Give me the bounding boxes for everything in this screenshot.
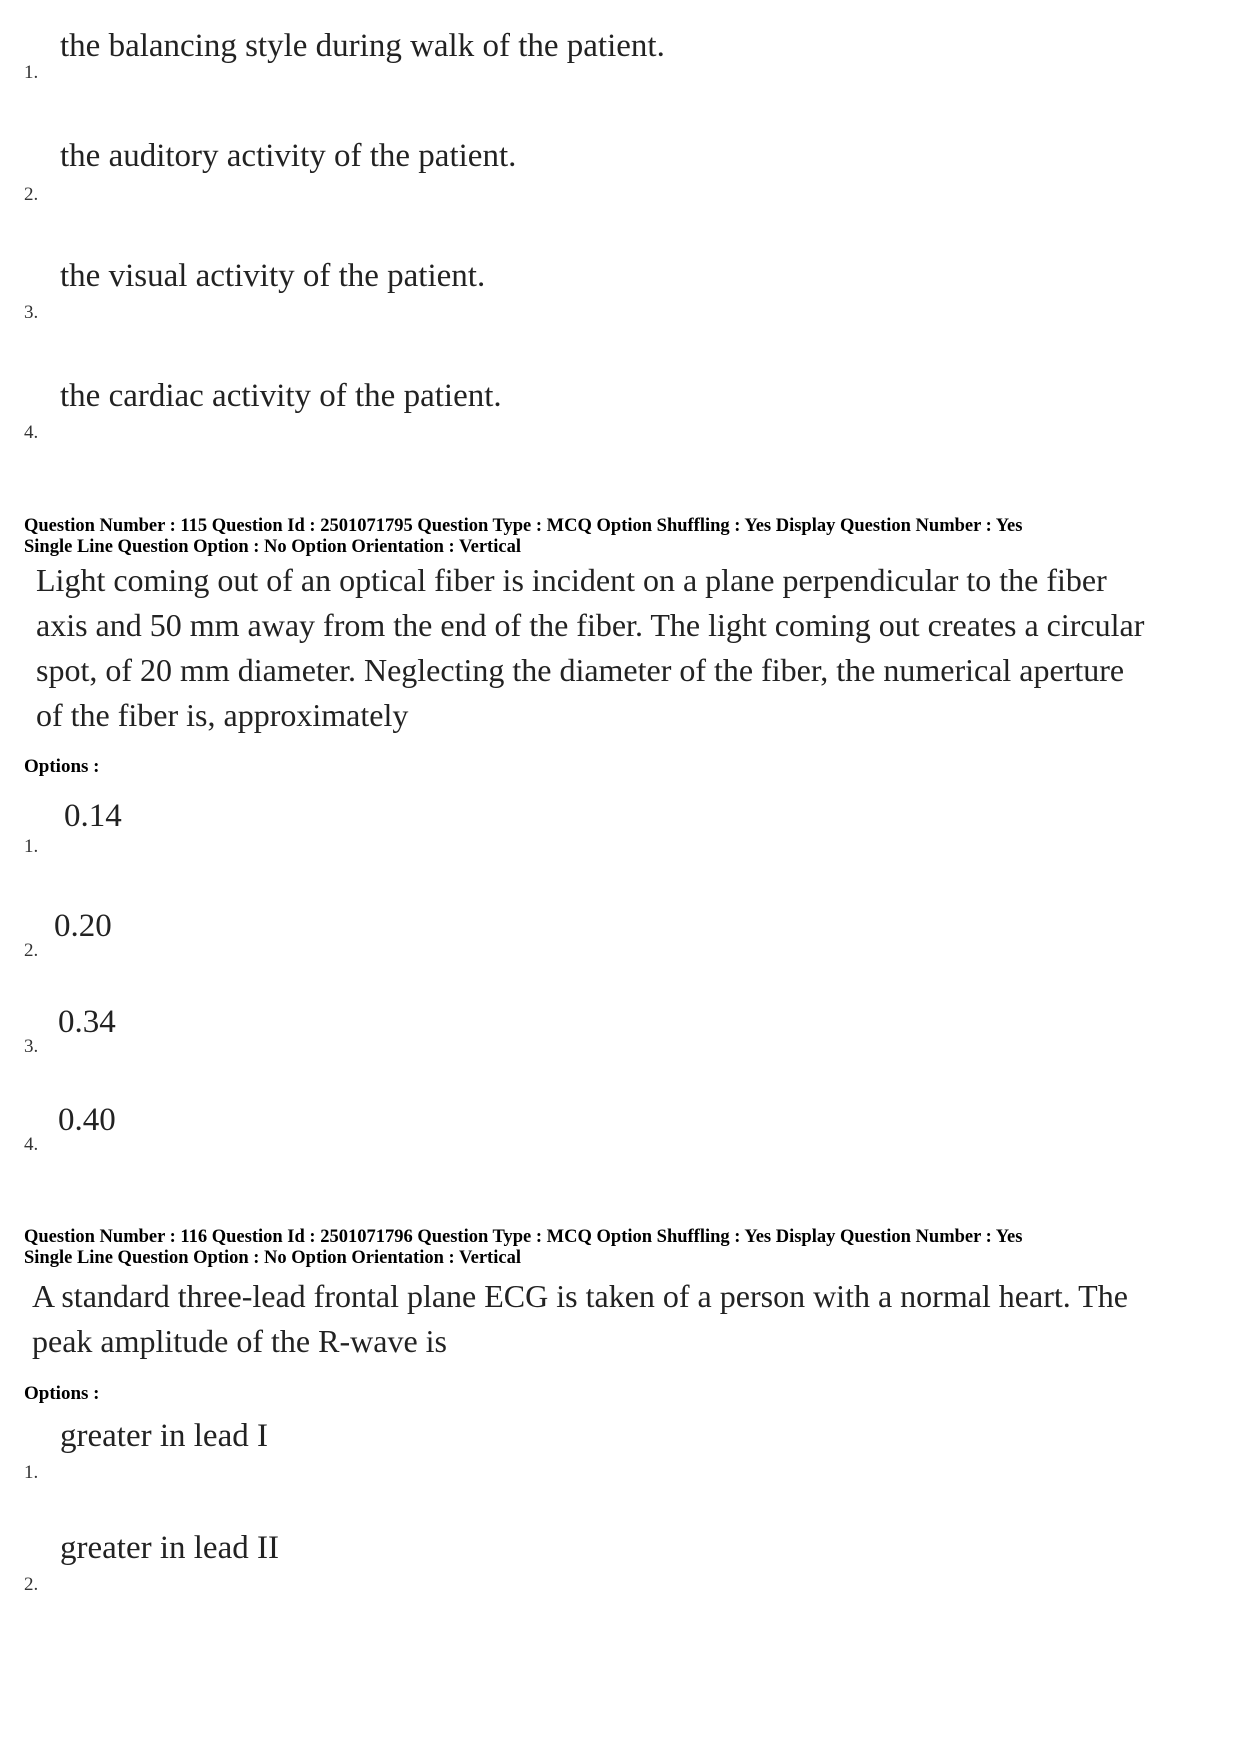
question-116-meta xyxy=(24,1227,1224,1269)
option-number: 2. xyxy=(24,940,39,961)
question-115-meta xyxy=(24,516,1224,558)
option-number: 3. xyxy=(24,302,39,323)
option-text: the balancing style during walk of the patient. xyxy=(60,28,665,64)
question-116-text xyxy=(32,1274,1212,1364)
option-text: greater in lead II xyxy=(60,1530,279,1566)
option-number: 4. xyxy=(24,1134,39,1155)
option-text: 0.40 xyxy=(58,1102,116,1138)
question-text-line: of the fiber is, approximately xyxy=(36,697,409,733)
option-number: 1. xyxy=(24,62,39,83)
option-number: 2. xyxy=(24,1574,39,1595)
option-number: 1. xyxy=(24,836,39,857)
option-text: the auditory activity of the patient. xyxy=(60,138,517,174)
options-label: Options : xyxy=(24,756,100,777)
option-number: 2. xyxy=(24,184,39,205)
question-text-line: A standard three-lead frontal plane ECG is taken of a person with a normal heart. The xyxy=(32,1278,1128,1314)
question-meta-line-2: Single Line Question Option : No Option Orientation : Vertical xyxy=(24,537,521,557)
question-meta-line-2: Single Line Question Option : No Option Orientation : Vertical xyxy=(24,1248,521,1268)
question-115-text xyxy=(36,558,1216,738)
option-text: the cardiac activity of the patient. xyxy=(60,378,502,414)
question-meta-line-1: Question Number : 115 Question Id : 2501071795 Question Type : MCQ Option Shuffling : Yes Display Question Number : Yes xyxy=(24,516,1023,536)
option-number: 1. xyxy=(24,1462,39,1483)
option-text: the visual activity of the patient. xyxy=(60,258,486,294)
question-text-line: axis and 50 mm away from the end of the fiber. The light coming out creates a circular xyxy=(36,607,1145,643)
option-text: greater in lead I xyxy=(60,1418,268,1454)
options-label: Options : xyxy=(24,1383,100,1404)
question-text-line: spot, of 20 mm diameter. Neglecting the diameter of the fiber, the numerical aperture xyxy=(36,652,1125,688)
option-text: 0.14 xyxy=(64,798,122,834)
question-meta-line-1: Question Number : 116 Question Id : 2501071796 Question Type : MCQ Option Shuffling : Yes Display Question Number : Yes xyxy=(24,1227,1023,1247)
option-text: 0.20 xyxy=(54,908,112,944)
question-text-line: Light coming out of an optical fiber is incident on a plane perpendicular to the fiber xyxy=(36,562,1107,598)
option-number: 3. xyxy=(24,1036,39,1057)
option-text: 0.34 xyxy=(58,1004,116,1040)
question-text-line: peak amplitude of the R-wave is xyxy=(32,1323,447,1359)
option-number: 4. xyxy=(24,422,39,443)
